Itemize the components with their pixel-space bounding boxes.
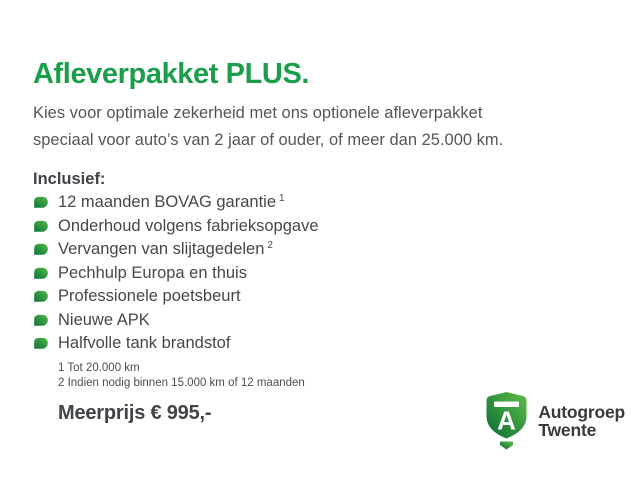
intro-line-1: Kies voor optimale zekerheid met ons optionele afleverpakket [33, 104, 483, 122]
leaf-bullet-icon [33, 243, 49, 256]
feature-label: 12 maanden BOVAG garantie [58, 193, 276, 212]
leaf-bullet-icon [33, 220, 49, 233]
feature-item [33, 309, 593, 333]
leaf-bullet-icon [33, 337, 49, 350]
logo-line-2: Twente [538, 420, 597, 440]
price-text: Meerprijs € 995,- [58, 401, 212, 424]
feature-item [33, 285, 593, 309]
leaf-bullet-icon [33, 196, 49, 209]
feature-label: Professionele poetsbeurt [58, 287, 241, 306]
feature-label: Pechhulp Europa en thuis [58, 263, 247, 282]
footnote-1: 1 Tot 20.000 km [58, 361, 140, 374]
page-title: Afleverpakket PLUS. [33, 58, 310, 90]
feature-item [33, 215, 593, 239]
feature-item: 12 maanden BOVAG garantie 1 [33, 191, 593, 215]
feature-label: Halfvolle tank brandstof [58, 334, 231, 353]
feature-item [33, 332, 593, 356]
feature-item: Vervangen van slijtagedelen 2 [33, 238, 593, 262]
feature-label: Nieuwe APK [58, 310, 150, 329]
list-header: Inclusief: [33, 170, 106, 188]
footnote-2: 2 Indien nodig binnen 15.000 km of 12 maanden [58, 377, 305, 389]
logo-mark-letter: A [497, 405, 517, 436]
leaf-bullet-icon [33, 290, 49, 303]
intro-paragraph [33, 100, 593, 153]
footnotes [58, 361, 593, 392]
feature-item [33, 262, 593, 286]
logo-text [538, 403, 625, 439]
intro-line-2: speciaal voor auto’s van 2 jaar of ouder, of meer dan 25.000 km. [33, 130, 504, 149]
logo-line-1: Autogroep [538, 402, 625, 422]
feature-label: Vervangen van slijtagedelen [58, 240, 265, 259]
feature-label: Onderhoud volgens fabrieksopgave [58, 216, 319, 235]
leaf-bullet-icon [33, 314, 49, 327]
features-list [33, 191, 593, 356]
afleverpakket-slide [33, 58, 593, 425]
autogroep-twente-logo [484, 391, 625, 451]
leaf-bullet-icon [33, 267, 49, 280]
shield-logo-icon [484, 391, 529, 451]
